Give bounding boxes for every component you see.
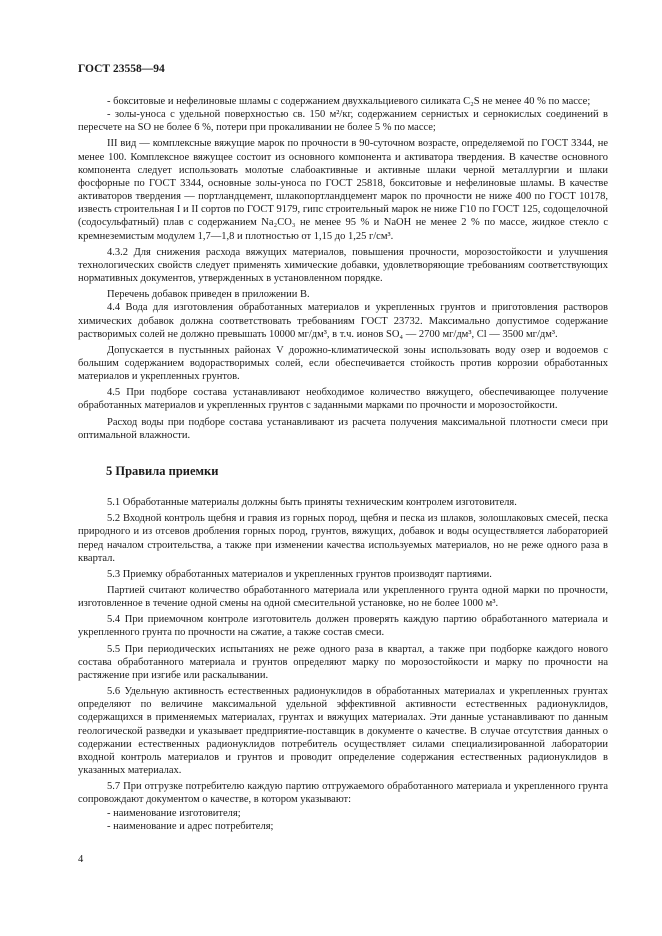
paragraph: Расход воды при подборе состава устанавливают из расчета получения максимальной плотности смеси при оптимальной влажности. xyxy=(78,416,608,441)
standard-header: ГОСТ 23558—94 xyxy=(78,63,165,75)
paragraph: 4.4 Вода для изготовления обработанных материалов и укрепленных грунтов и приготовления растворов химических добавок должна соответствовать требованиям ГОСТ 23732. Максимально допустимое содержание растворимых солей не должно превышать 10000 мг/дм³, в т.ч. ионов SO₄ — 2700 мг/дм³, Cl — 3500 мг/дм³. xyxy=(78,302,608,340)
paragraph: 5.1 Обработанные материалы должны быть приняты техническим контролем изготовителя. xyxy=(107,497,517,509)
list-item: - наименование изготовителя; xyxy=(107,807,241,819)
paragraph: 5.4 При приемочном контроле изготовитель должен проверять каждую партию обработанного материала и укрепленного грунта по прочности на сжатие, а также состав смеси. xyxy=(78,614,608,639)
paragraph: 5.7 При отгрузке потребителю каждую партию отгружаемого обработанного материала и укрепленного грунта сопровождают документом о качестве, в котором указывают: xyxy=(78,781,608,806)
paragraph: 5.3 Приемку обработанных материалов и укрепленных грунтов производят партиями. xyxy=(107,568,492,580)
paragraph: 4.5 При подборе состава устанавливают необходимое количество вяжущего, обеспечивающее получение обработанных материалов и укрепленных грунтов с заданными марками по прочности и морозостойкости. xyxy=(78,387,608,412)
paragraph: 5.5 При периодических испытаниях не реже одного раза в квартал, а также при подборке каждого нового состава обработанного материала и грунтов определяют марку по морозостойкости и марку по прочности на растяжение при изгибе или раскалывании. xyxy=(78,643,608,681)
paragraph: Партией считают количество обработанного материала или укрепленного грунта одной марки по прочности, изготовленное в течение одной смены на одной смесительной установке, но не более 1000 м³. xyxy=(78,585,608,610)
paragraph: - золы-уноса с удельной поверхностью св. 150 м²/кг, содержанием сернистых и сернокислых соединений в пересчете на SO не более 6 %, потери при прокаливании не более 5 % по массе; xyxy=(78,109,608,134)
paragraph: 5.6 Удельную активность естественных радионуклидов в обработанных материалах и укрепленных грунтах определяют по величине максимальной удельной эффективной активности естественных радионуклидов, содержащихся в применяемых материалах, грунтах и вяжущих материалах. Эти данные устанавливают по данным геологической разведки и указывает предприятие-поставщик в документе о качестве. В случае отсутствия данных о содержании естественных радионуклидов потребитель осуществляет силами специализированной лаборатории входной контроль материалов и грунтов и проводит определение содержания естественных радионуклидов в указанных материалах. xyxy=(78,686,608,777)
page-number: 4 xyxy=(78,854,84,865)
paragraph: 5.2 Входной контроль щебня и гравия из горных пород, щебня и песка из шлаков, золошлаковых смесей, песка природного и из отсевов дробления горных пород, грунтов, вяжущих, добавок и воды осуществляется лабораторией перед началом строительства, а также при изменении качества используемых материалов, но не реже одного раза в квартал. xyxy=(78,513,608,564)
paragraph: - бокситовые и нефелиновые шламы с содержанием двухкальциевого силиката C₂S не менее 40 % по массе; xyxy=(107,96,591,107)
paragraph: Допускается в пустынных районах V дорожно-климатической зоны использовать воду озер и водоемов с большим содержанием водорастворимых солей, если обеспечивается стойкость против коррозии обработанных материалов и укрепленных грунтов. xyxy=(78,344,608,383)
section-title: 5 Правила приемки xyxy=(106,463,219,478)
paragraph: III вид — комплексные вяжущие марок по прочности в 90-суточном возрасте, определяемой по ГОСТ 3344, не менее 100. Комплексное вяжущее состоит из основного компонента и активатора твердения. В качестве основного компонента следует использовать молотые слабоактивные и активные шлаки черной металлургии и шлаки фосфорные по ГОСТ 3344, основные золы-уноса по ГОСТ 25818, бокситовые и нефелиновые шламы. В качестве активаторов твердения — портландцемент, шлакопортландцемент марок по прочности не ниже 400 по ГОСТ 10178, известь строительная I и II сортов по ГОСТ 9179, гипс строительный марок не ниже Г10 по ГОСТ 125, содощелочной (содосульфатный) плав с содержанием Na₂CO₃ не менее 95 % и NaOH не менее 2 % по массе, жидкое стекло с кремнеземистым модулем 1,7—1,8 и плотностью от 1,15 до 1,25 г/см³. xyxy=(78,138,608,242)
document-body xyxy=(78,95,608,833)
paragraph: 4.3.2 Для снижения расхода вяжущих материалов, повышения прочности, морозостойкости и улучшения технологических свойств следует применять химические добавки, удовлетворяющие требованиям соответствующих нормативных документов, утвержденных в установленном порядке. xyxy=(78,246,608,285)
list-item: - наименование и адрес потребителя; xyxy=(107,820,274,832)
paragraph: Перечень добавок приведен в приложении В. xyxy=(107,289,310,301)
